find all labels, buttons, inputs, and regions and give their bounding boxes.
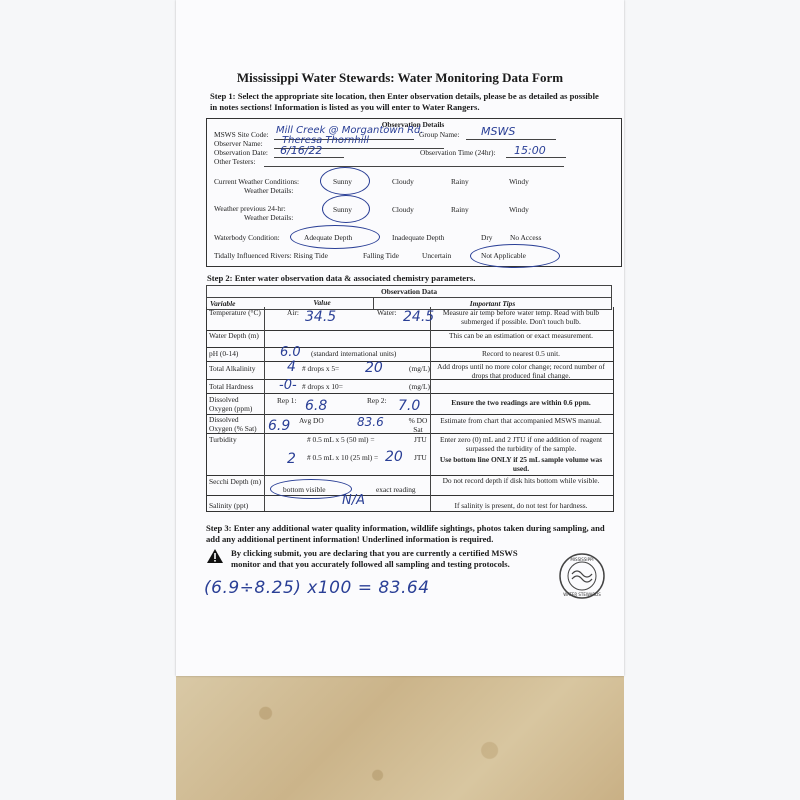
ph-unit: (standard international units): [311, 349, 397, 358]
dissolved-oxygen-tip: Ensure the two readings are within 0.6 ppm.: [451, 398, 591, 407]
weather-now-selection-circle: [320, 167, 370, 195]
row-divider: [264, 347, 265, 361]
weather-now-cloudy[interactable]: Cloudy: [392, 177, 414, 186]
group-name-value[interactable]: MSWS: [481, 125, 516, 138]
form-title: Mississippi Water Stewards: Water Monitoring Data Form: [236, 70, 564, 85]
turbidity-label: Turbidity: [209, 435, 237, 444]
group-name-label: Group Name:: [419, 130, 460, 139]
tidal-uncertain[interactable]: Uncertain: [422, 251, 452, 260]
observation-date-value[interactable]: 6/16/22: [280, 144, 323, 157]
time-underline: [506, 157, 566, 158]
waterbody-adequate-depth[interactable]: Adequate Depth: [304, 233, 353, 242]
do-sat-unit: % DO Sat: [408, 416, 428, 434]
row-divider: [430, 330, 431, 347]
temperature-tip: Measure air temp before water temp. Read with bulb submerged if possible. Don't touch bulb.: [442, 308, 600, 326]
row-divider: [430, 433, 431, 475]
group-name-underline: [466, 139, 556, 140]
weather-prev-selection-circle: [322, 195, 370, 223]
secchi-tip: Do not record depth if disk hits bottom while visible.: [442, 476, 600, 485]
secchi-depth-label: Secchi Depth (m): [209, 477, 262, 486]
row-divider: [430, 495, 431, 511]
ph-label: pH (0-14): [209, 349, 239, 358]
water-depth-label: Water Depth (m): [209, 331, 259, 340]
tidal-selection-circle: [470, 244, 560, 268]
observation-details-heading: Observation Details: [381, 120, 445, 129]
step2-heading: Step 2: Enter water observation data & associated chemistry parameters.: [207, 273, 476, 283]
do-sat-tip: Estimate from chart that accompanied MSWS manual.: [440, 416, 602, 425]
turbidity-tip2: Use bottom line ONLY if 25 mL sample volume was used.: [439, 455, 603, 473]
certification-warning: By clicking submit, you are declaring that you are currently a certified MSWS monitor and that you accurately followed all sampling and testing protocols.: [231, 548, 518, 569]
form-paper: [176, 0, 624, 676]
handwritten-calculation: (6.9÷8.25) x100 = 83.64: [204, 578, 430, 598]
background-left: [0, 0, 176, 800]
row-divider: [264, 307, 265, 330]
water-depth-tip: This can be an estimation or exact measurement.: [448, 331, 594, 340]
turbidity-tip1: Enter zero (0) mL and 2 JTU if one addition of reagent surpassed the turbidity of the sample.: [439, 435, 603, 453]
water-temp-value[interactable]: 24.5: [403, 309, 435, 325]
weather-prev-windy[interactable]: Windy: [509, 205, 529, 214]
turbidity-result-value[interactable]: 20: [385, 449, 403, 465]
step1-instructions: Step 1: Select the appropriate site location, then Enter observation details, please be as detailed as possible in notes sections! Information is listed as you will enter to Water Rangers.: [210, 91, 599, 112]
waterbody-selection-circle: [290, 225, 380, 249]
step3-instructions: [206, 523, 606, 544]
weather-previous-details-label: Weather Details:: [244, 213, 294, 222]
row-divider: [430, 475, 431, 495]
alkalinity-multiplier: # drops x 5=: [302, 364, 340, 373]
row-divider: [264, 414, 265, 433]
other-testers-label: Other Testers:: [214, 157, 256, 166]
alkalinity-unit: (mg/L): [409, 364, 430, 373]
warning-icon: [206, 548, 224, 569]
rep1-value[interactable]: 6.8: [305, 398, 328, 414]
svg-text:MISSISSIPPI: MISSISSIPPI: [570, 557, 594, 562]
row-divider: [264, 433, 265, 475]
salinity-label: Salinity (ppt): [209, 501, 249, 510]
observation-time-value[interactable]: 15:00: [514, 144, 546, 157]
salinity-value[interactable]: N/A: [342, 493, 365, 508]
row-divider: [264, 379, 265, 393]
row-divider: [430, 347, 431, 361]
alkalinity-result-value[interactable]: 20: [365, 360, 383, 376]
row-divider: [264, 330, 265, 347]
dissolved-oxygen-sat-label: Dissolved Oxygen (% Sat): [209, 415, 257, 433]
dissolved-oxygen-ppm-label: Dissolved Oxygen (ppm): [209, 395, 253, 413]
observation-time-label: Observation Time (24hr):: [420, 148, 496, 157]
tidal-rivers-label: Tidally Influenced Rivers: Rising Tide: [214, 251, 328, 260]
weather-prev-rainy[interactable]: Rainy: [451, 205, 469, 214]
weather-now-windy[interactable]: Windy: [509, 177, 529, 186]
msws-seal-logo: [558, 552, 606, 605]
weather-previous-label: Weather previous 24-hr:: [214, 204, 286, 213]
hardness-multiplier: # drops x 10=: [302, 382, 343, 391]
row-divider: [264, 475, 265, 495]
rep2-label: Rep 2:: [367, 396, 387, 405]
row-divider: [430, 393, 431, 414]
current-weather-label: Current Weather Conditions:: [214, 177, 300, 186]
turbidity-line2: # 0.5 mL x 10 (25 ml) =: [307, 453, 379, 462]
step3-text: Step 3: Enter any additional water quality information, wildlife sightings, photos taken during sampling, and add any additional pertinent information! Underlined information is required.: [206, 523, 605, 544]
waterbody-condition-label: Waterbody Condition:: [214, 233, 280, 242]
air-label: Air:: [287, 308, 299, 317]
col-variable-header: Variable: [210, 299, 236, 308]
table-heading: Observation Data: [207, 286, 612, 298]
hardness-drops-value[interactable]: -0-: [279, 378, 297, 393]
site-code-value[interactable]: Mill Creek @ Morgantown Rd.: [276, 125, 424, 136]
observation-date-label: Observation Date:: [214, 148, 268, 157]
rep1-label: Rep 1:: [277, 396, 297, 405]
observer-name-value[interactable]: Theresa Thornhill: [282, 135, 370, 146]
waterbody-dry[interactable]: Dry: [481, 233, 493, 242]
col-tips-header: Important Tips: [374, 298, 612, 310]
turbidity-jtu2: JTU: [414, 453, 427, 462]
avg-do-label: Avg DO: [299, 416, 324, 425]
turbidity-line1: # 0.5 mL x 5 (50 ml) =: [307, 435, 375, 444]
total-alkalinity-label: Total Alkalinity: [209, 364, 256, 373]
background-right: [624, 0, 800, 800]
row-divider: [264, 393, 265, 414]
weather-now-sunny[interactable]: Sunny: [333, 177, 352, 186]
weather-now-rainy[interactable]: Rainy: [451, 177, 469, 186]
row-divider: [264, 495, 265, 511]
rep2-value[interactable]: 7.0: [398, 398, 421, 414]
turbidity-drops-value[interactable]: 2: [287, 451, 296, 467]
waterbody-inadequate-depth[interactable]: Inadequate Depth: [392, 233, 445, 242]
site-code-label: MSWS Site Code:: [214, 130, 269, 139]
ph-value[interactable]: 6.0: [280, 345, 301, 360]
alkalinity-drops-value[interactable]: 4: [287, 359, 296, 375]
weather-prev-sunny[interactable]: Sunny: [333, 205, 352, 214]
date-underline: [274, 157, 344, 158]
temperature-label: Temperature (°C): [209, 308, 261, 317]
secchi-exact-reading: exact reading: [376, 485, 416, 494]
current-weather-details-label: Weather Details:: [244, 186, 294, 195]
weather-prev-cloudy[interactable]: Cloudy: [392, 205, 414, 214]
row-divider: [430, 379, 431, 393]
water-label: Water:: [377, 308, 397, 317]
turbidity-jtu1: JTU: [414, 435, 427, 444]
secchi-selection-circle: [270, 479, 352, 499]
salinity-tip: If salinity is present, do not test for hardness.: [454, 501, 588, 510]
secchi-bottom-visible: bottom visible: [283, 485, 326, 494]
do-sat-value[interactable]: 6.9: [268, 418, 291, 434]
row-divider: [430, 361, 431, 379]
svg-text:WATER STEWARDS: WATER STEWARDS: [563, 592, 601, 597]
observer-name-label: Observer Name:: [214, 139, 263, 148]
alkalinity-tip: Add drops until no more color change; record number of drops that produced final change.: [437, 362, 605, 380]
tidal-falling[interactable]: Falling Tide: [363, 251, 399, 260]
waterbody-no-access[interactable]: No Access: [510, 233, 542, 242]
avg-do-value[interactable]: 83.6: [357, 415, 384, 429]
table-surface: [176, 676, 624, 800]
row-divider: [264, 361, 265, 379]
air-temp-value[interactable]: 34.5: [305, 309, 337, 325]
hardness-unit: (mg/L): [409, 382, 430, 391]
tidal-not-applicable[interactable]: Not Applicable: [481, 251, 526, 260]
ph-tip: Record to nearest 0.5 unit.: [482, 349, 560, 358]
col-value-header: Value: [313, 298, 331, 307]
testers-underline: [264, 166, 564, 167]
total-hardness-label: Total Hardness: [209, 382, 254, 391]
